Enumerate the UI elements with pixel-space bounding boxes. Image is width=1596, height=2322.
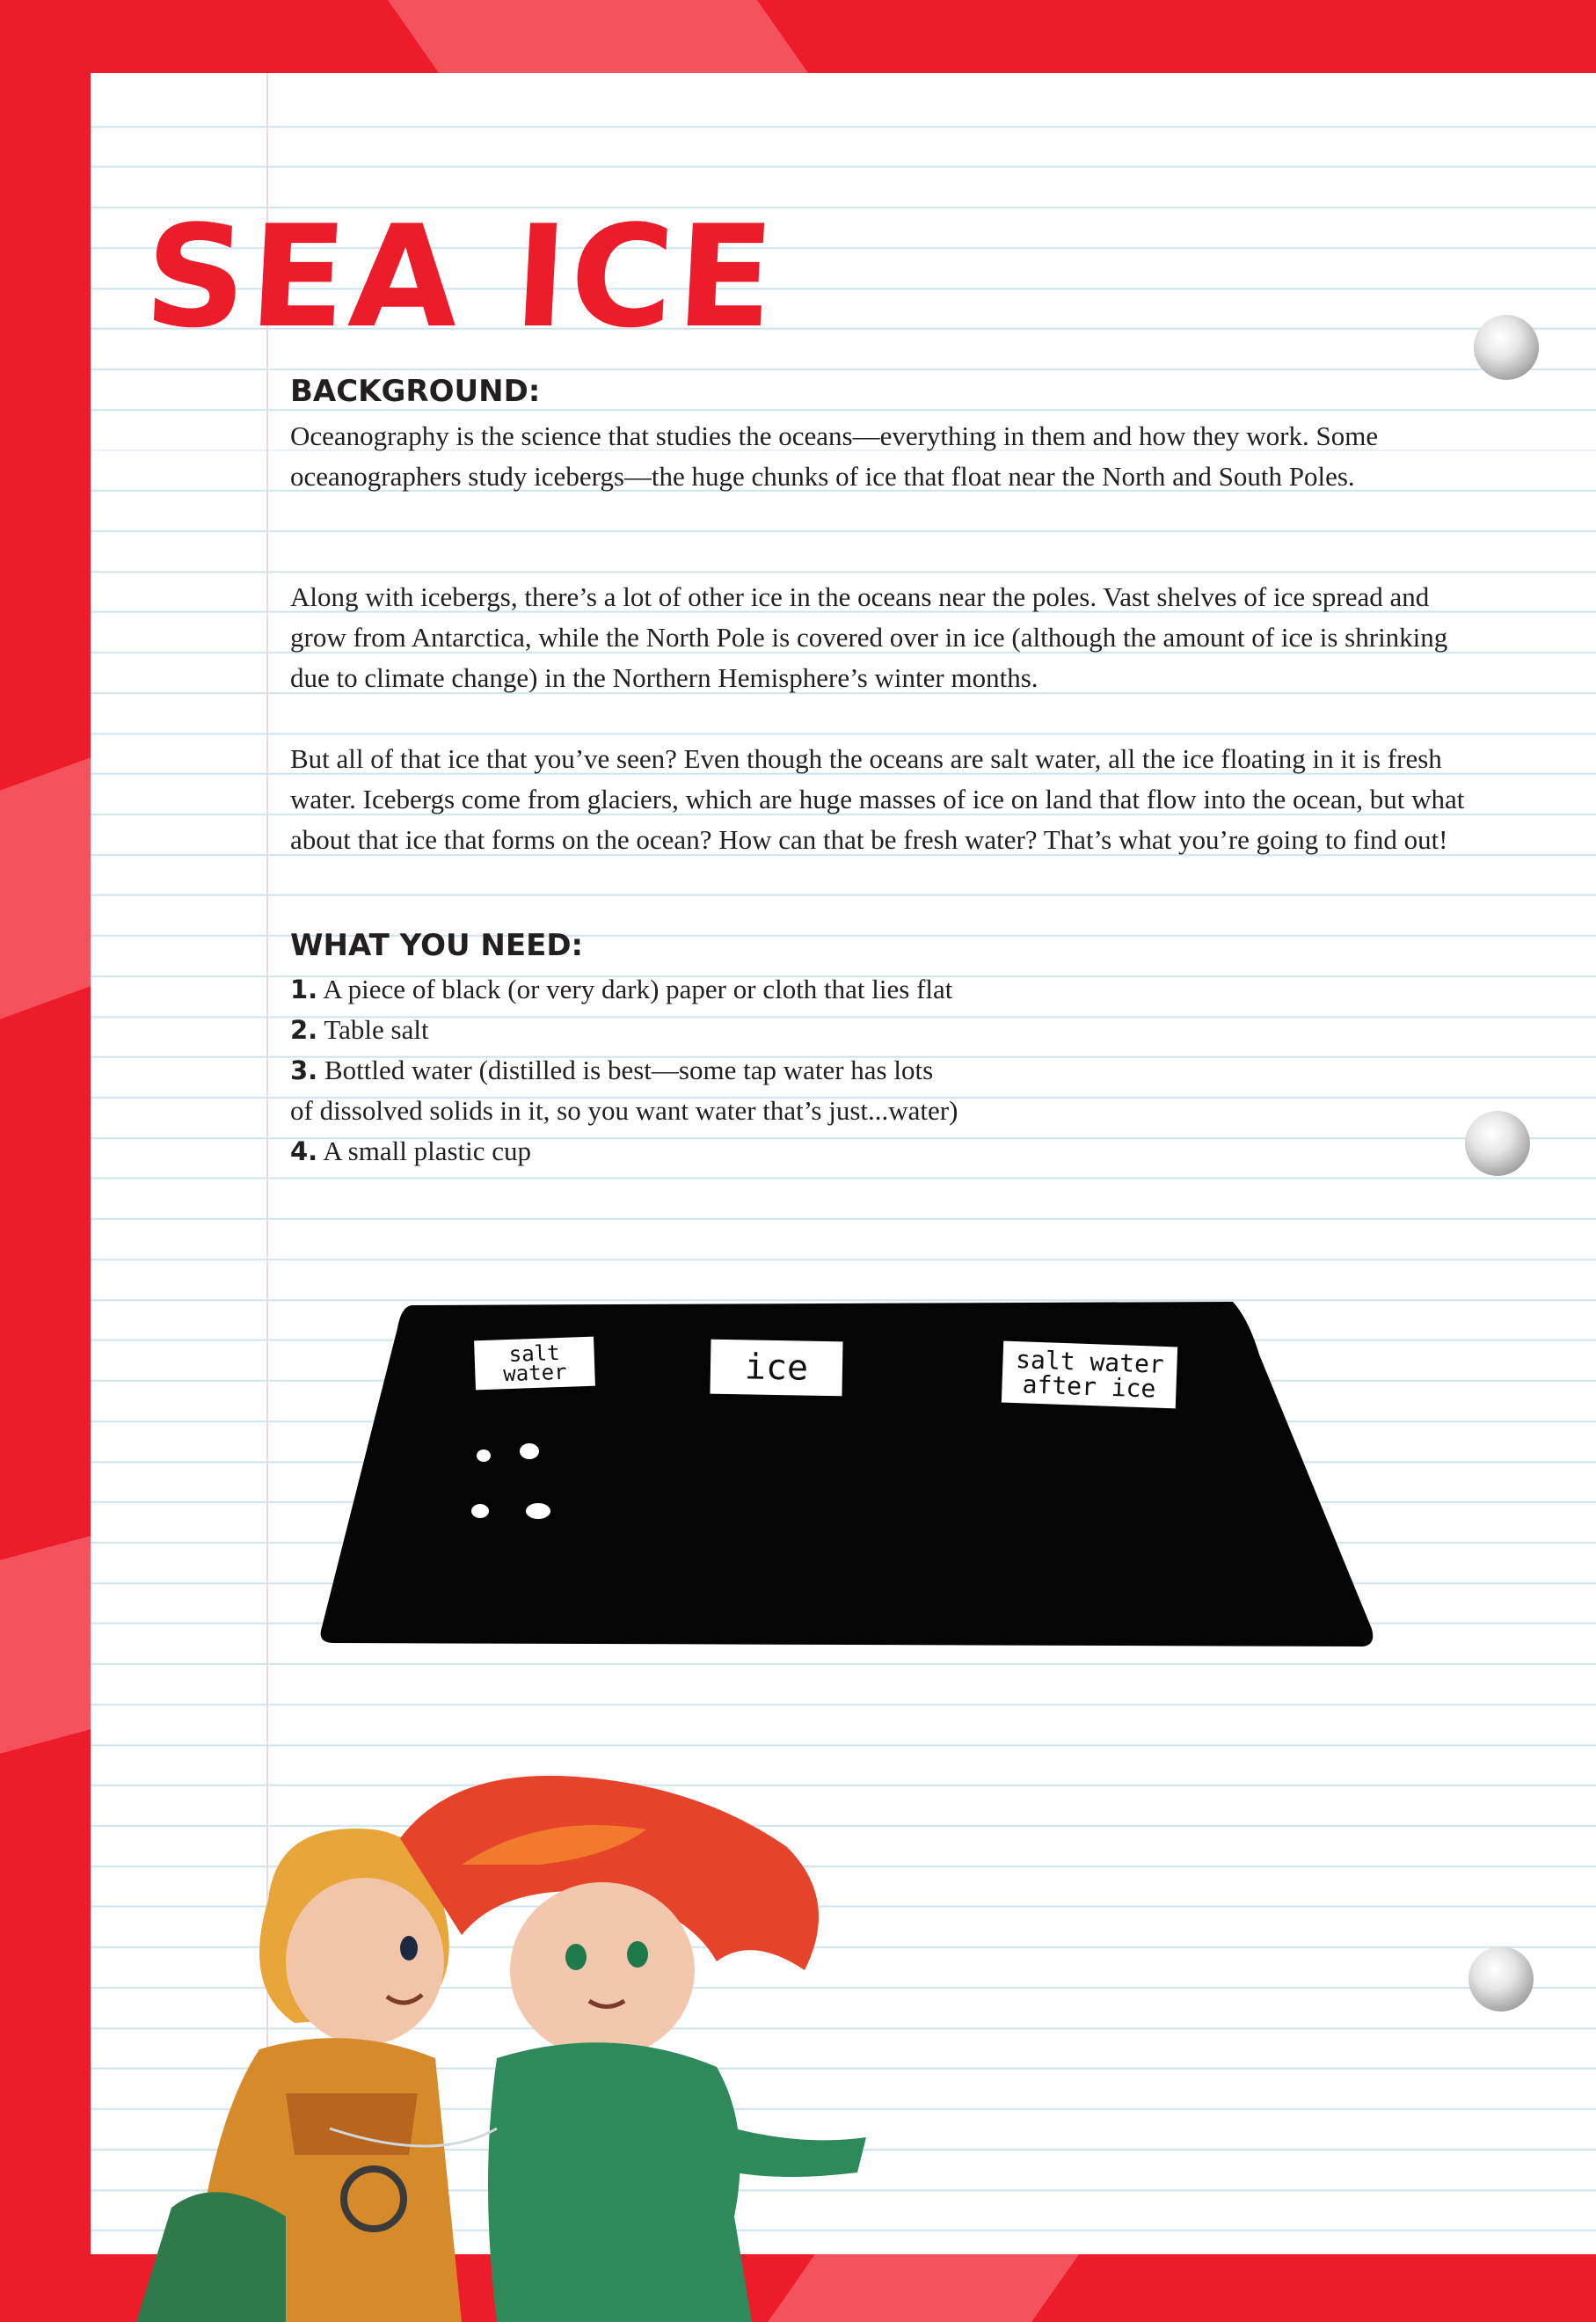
binder-hole: [1465, 1111, 1530, 1176]
character-face: [510, 1882, 695, 2058]
page-title: SEA ICE: [141, 194, 782, 359]
salt-crystal: [526, 1503, 550, 1519]
needs-heading: WHAT YOU NEED:: [290, 928, 584, 963]
character-body: [488, 2042, 752, 2322]
background-paragraph-2: Along with icebergs, there’s a lot of other ice in the oceans near the poles. Vast shelves of ice spread and grow from Antarctica, while the North Pole is covered over in ice (although the amount of ice is shrinking due to climate change) in the Northern Hemisphere’s winter months.: [290, 581, 1448, 693]
needs-list: [290, 969, 1345, 1172]
salt-crystal: [477, 1449, 491, 1462]
background-stripe: [0, 757, 91, 1019]
label-salt-water-after-ice: salt water after ice: [1002, 1341, 1177, 1409]
background-paragraph-3: But all of that ice that you’ve seen? Even though the oceans are salt water, all the ice floating in it is fresh water. Icebergs come from glaciers, which are huge masses of ice on land that flow into the ocean, but what about that ice that forms on the ocean? How can that be fresh water? That’s what you’re going to find out!: [290, 743, 1465, 855]
label-salt-water: salt water: [474, 1337, 595, 1391]
background-stripe: [0, 1536, 91, 1754]
list-item: 1. A piece of black (or very dark) paper or cloth that lies flat: [290, 974, 953, 1004]
background-heading: BACKGROUND:: [290, 374, 541, 409]
list-item: 3. Bottled water (distilled is best—some tap water has lots of dissolved solids in it, so you want water that’s just...water): [290, 1055, 958, 1126]
binder-hole: [1468, 1946, 1534, 2012]
background-stripe: [388, 0, 808, 73]
salt-crystal: [520, 1443, 539, 1459]
label-ice: ice: [710, 1340, 842, 1397]
list-item: 2. Table salt: [290, 1014, 429, 1045]
black-mat-illustration: [317, 1293, 1389, 1654]
background-paragraph-1: Oceanography is the science that studies the oceans—everything in them and how they work. Some oceanographers study icebergs—the huge chunks of ice that float near the North and South Poles.: [290, 420, 1379, 492]
binder-hole: [1474, 315, 1539, 380]
list-item: 4. A small plastic cup: [290, 1135, 532, 1166]
salt-crystal: [471, 1504, 489, 1518]
cartoon-characters-illustration: [84, 1759, 875, 2322]
character-face: [286, 1878, 444, 2045]
